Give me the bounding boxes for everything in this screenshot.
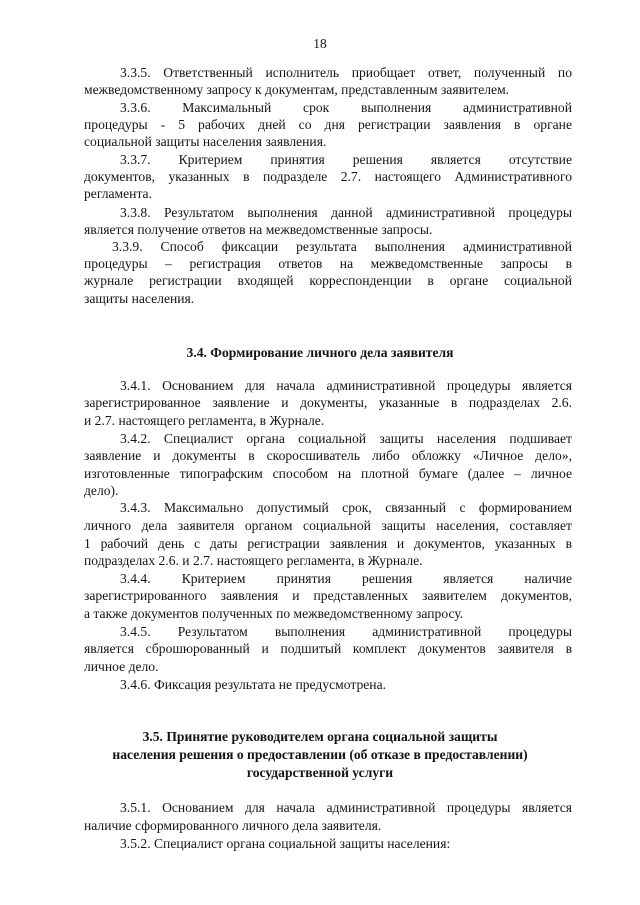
paragraph-line: 3.4.4. Критерием принятия решения является наличие (120, 571, 572, 586)
paragraph-line: 3.4.3. Максимально допустимый срок, связанный с формированием (120, 500, 572, 515)
paragraph-line: документов, указанных в подразделе 2.7. настоящего Административного (84, 169, 572, 184)
paragraph-line: подразделах 2.6. и 2.7. настоящего регламента, в Журнале. (84, 553, 423, 568)
paragraph-line: 3.4.2. Специалист органа социальной защиты населения подшивает (120, 431, 572, 446)
paragraph-line: зарегистрированного заявления и представленных заявителем документов, (84, 588, 572, 603)
paragraph-line: регламента. (84, 186, 152, 201)
paragraph-line: 3.5.1. Основанием для начала административной процедуры является (120, 800, 572, 815)
paragraph-line: 3.3.9. Способ фиксации результата выполнения административной (112, 239, 572, 254)
paragraph-line: 3.3.5. Ответственный исполнитель приобщает ответ, полученный по (120, 65, 572, 80)
paragraph-line: является получение ответов на межведомственные запросы. (84, 222, 433, 237)
paragraph-line: 1 рабочий день с даты регистрации заявления и документов, указанных в (84, 536, 572, 551)
paragraph-line: заявление и документы в скоросшиватель либо обложку «Личное дело», (84, 448, 572, 463)
page-number: 18 (313, 36, 327, 51)
paragraph-line: 3.3.7. Критерием принятия решения является отсутствие (120, 152, 572, 167)
paragraph-line: и 2.7. настоящего регламента, в Журнале. (84, 413, 325, 428)
paragraph-line: а также документов полученных по межведомственному запросу. (84, 606, 464, 621)
paragraph-line: журнале регистрации входящей корреспонденции в органе социальной (84, 273, 572, 288)
paragraph-line: зарегистрированное заявление и документы, указанные в подразделах 2.6. (84, 395, 572, 410)
paragraph-line: личное дело. (84, 659, 159, 674)
paragraph-line: является сброшюрованный и подшитый комплект документов заявителя в (84, 641, 572, 656)
paragraph-line: дело). (84, 483, 119, 498)
paragraph-line: социальной защиты населения заявления. (84, 134, 327, 149)
paragraph-line: защиты населения. (84, 291, 195, 306)
paragraph-line: личного дела заявителя органом социальной защиты населения, составляет (84, 518, 572, 533)
paragraph-line: процедуры - 5 рабочих дней со дня регистрации заявления в органе (84, 117, 572, 132)
section-heading: населения решения о предоставлении (об отказе в предоставлении) (112, 747, 528, 762)
paragraph-line: 3.3.6. Максимальный срок выполнения административной (120, 100, 572, 115)
section-heading: 3.4. Формирование личного дела заявителя (186, 345, 454, 360)
paragraph-line: 3.3.8. Результатом выполнения данной административной процедуры (120, 205, 572, 220)
paragraph-line: изготовленные типографским способом на плотной бумаге (далее – личное (84, 466, 572, 481)
paragraph-line: 3.4.1. Основанием для начала административной процедуры является (120, 378, 572, 393)
paragraph-line: межведомственному запросу к документам, представленным заявителем. (84, 82, 510, 97)
paragraph-line: 3.4.6. Фиксация результата не предусмотрена. (120, 677, 387, 692)
paragraph-line: 3.4.5. Результатом выполнения административной процедуры (120, 624, 572, 639)
paragraph-line: наличие сформированного личного дела заявителя. (84, 818, 382, 833)
section-heading: государственной услуги (246, 765, 394, 780)
paragraph-line: 3.5.2. Специалист органа социальной защиты населения: (120, 836, 451, 851)
section-heading: 3.5. Принятие руководителем органа социальной защиты (142, 729, 498, 744)
paragraph-line: процедуры – регистрация ответов на межведомственные запросы в (84, 256, 572, 271)
